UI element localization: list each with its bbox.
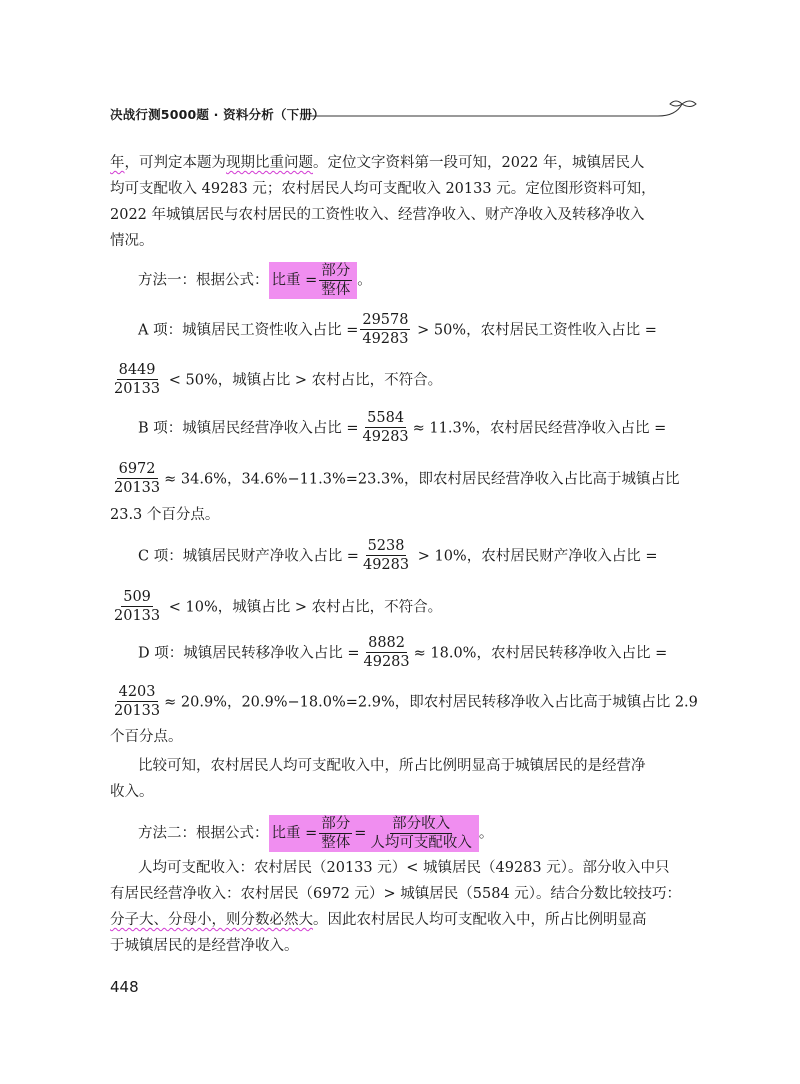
intro-line-4: 情况。 [110, 233, 154, 249]
optD-line-3: 个百分点。 [110, 729, 183, 745]
compare-line-2: 收入。 [110, 784, 154, 800]
page-number: 448 [110, 978, 139, 996]
compare-paragraph [110, 753, 646, 805]
method2-fraction-2: $\frac{\text{部分收入}}{\text{人均可支配收入}}$ [370, 816, 472, 851]
optD-line-2: $\frac{4203}{20133}$ ≈ 20.9%，20.9%−18.0%=2.9%，即农村居民转移净收入占比高于城镇占比 2.9 [114, 684, 698, 719]
final-paragraph [110, 855, 682, 959]
optA-line-2: $\frac{8449}{20133}$ < 50%，城镇占比 > 农村占比，不符合。 [114, 362, 443, 397]
compare-line-1: 比较可知，农村居民人均可支配收入中，所占比例明显高于城镇居民的是经营净 [138, 758, 646, 774]
method1-formula: 比重 = $\frac{\text{部分}}{\text{整体}}$ [269, 262, 358, 299]
final-line-3: 分子大、分母小，则分数必然大。因此农村居民人均可支配收入中，所占比例明显高 [110, 912, 647, 928]
optA-line-1: A 项：城镇居民工资性收入占比 = $\frac{29578}{49283}$ > 50%，农村居民工资性收入占比 = [138, 312, 657, 347]
problem-type: 现期比重问题 [226, 155, 313, 171]
optB-fraction-urban: $\frac{5584}{49283}$ [362, 410, 409, 445]
intro-line-3: 2022 年城镇居民与农村居民的工资性收入、经营净收入、财产净收入及转移净收入 [110, 207, 645, 223]
optA-fraction-rural: $\frac{8449}{20133}$ [114, 362, 161, 397]
method1-fraction: $\frac{\text{部分}}{\text{整体}}$ [321, 263, 351, 298]
intro-paragraph [110, 150, 656, 254]
method2-fraction-1: $\frac{\text{部分}}{\text{整体}}$ [321, 816, 351, 851]
optB-line-2: $\frac{6972}{20133}$ ≈ 34.6%，34.6%−11.3%=23.3%，即农村居民经营净收入占比高于城镇占比 [114, 461, 680, 496]
header-title: 决战行测5000题 · 资料分析（下册） [110, 107, 325, 122]
intro-line-2: 均可支配收入 49283 元；农村居民人均可支配收入 20133 元。定位图形资料可知， [110, 181, 656, 197]
final-line-1: 人均可支配收入：农村居民（20133 元）< 城镇居民（49283 元）。部分收入中只 [138, 860, 670, 876]
optB-line-1: B 项：城镇居民经营净收入占比 = $\frac{5584}{49283}$ ≈ 11.3%，农村居民经营净收入占比 = [138, 410, 667, 445]
final-line-2: 有居民经营净收入：农村居民（6972 元）> 城镇居民（5584 元）。结合分数比较技巧： [110, 886, 682, 902]
optD-fraction-urban: $\frac{8882}{49283}$ [363, 635, 410, 670]
intro-line-1: 年，可判定本题为现期比重问题。定位文字资料第一段可知，2022 年，城镇居民人 [110, 155, 645, 171]
optA-fraction-urban: $\frac{29578}{49283}$ [362, 312, 409, 347]
fraction-tip: 分子大、分母小，则分数必然大 [110, 912, 313, 928]
page-header [110, 100, 700, 130]
method2-line: 方法二：根据公式： 比重 = $\frac{\text{部分}}{\text{整体}}$ = $\frac{\text{部分收入}}{\text{人均可支配收入}}$ 。 [138, 816, 494, 851]
optB-line-3: 23.3 个百分点。 [110, 507, 220, 523]
method2-formula: 比重 = $\frac{\text{部分}}{\text{整体}}$ = $\frac{\text{部分收入}}{\text{人均可支配收入}}$ [269, 815, 479, 852]
optC-fraction-urban: $\frac{5238}{49283}$ [362, 538, 410, 573]
optC-fraction-rural: $\frac{509}{20133}$ [114, 589, 161, 624]
optC-line-2: $\frac{509}{20133}$ < 10%，城镇占比 > 农村占比，不符合。 [114, 589, 443, 624]
optD-fraction-rural: $\frac{4203}{20133}$ [114, 684, 161, 719]
optC-line-1: C 项：城镇居民财产净收入占比 = $\frac{5238}{49283}$ > 10%，农村居民财产净收入占比 = [138, 538, 658, 573]
final-line-4: 于城镇居民的是经营净收入。 [110, 938, 299, 954]
method1-line: 方法一：根据公式： 比重 = $\frac{\text{部分}}{\text{整体}}$ 。 [138, 263, 372, 298]
optB-fraction-rural: $\frac{6972}{20133}$ [114, 461, 161, 496]
optD-line-1: D 项：城镇居民转移净收入占比 = $\frac{8882}{49283}$ ≈ 18.0%，农村居民转移净收入占比 = [138, 635, 668, 670]
